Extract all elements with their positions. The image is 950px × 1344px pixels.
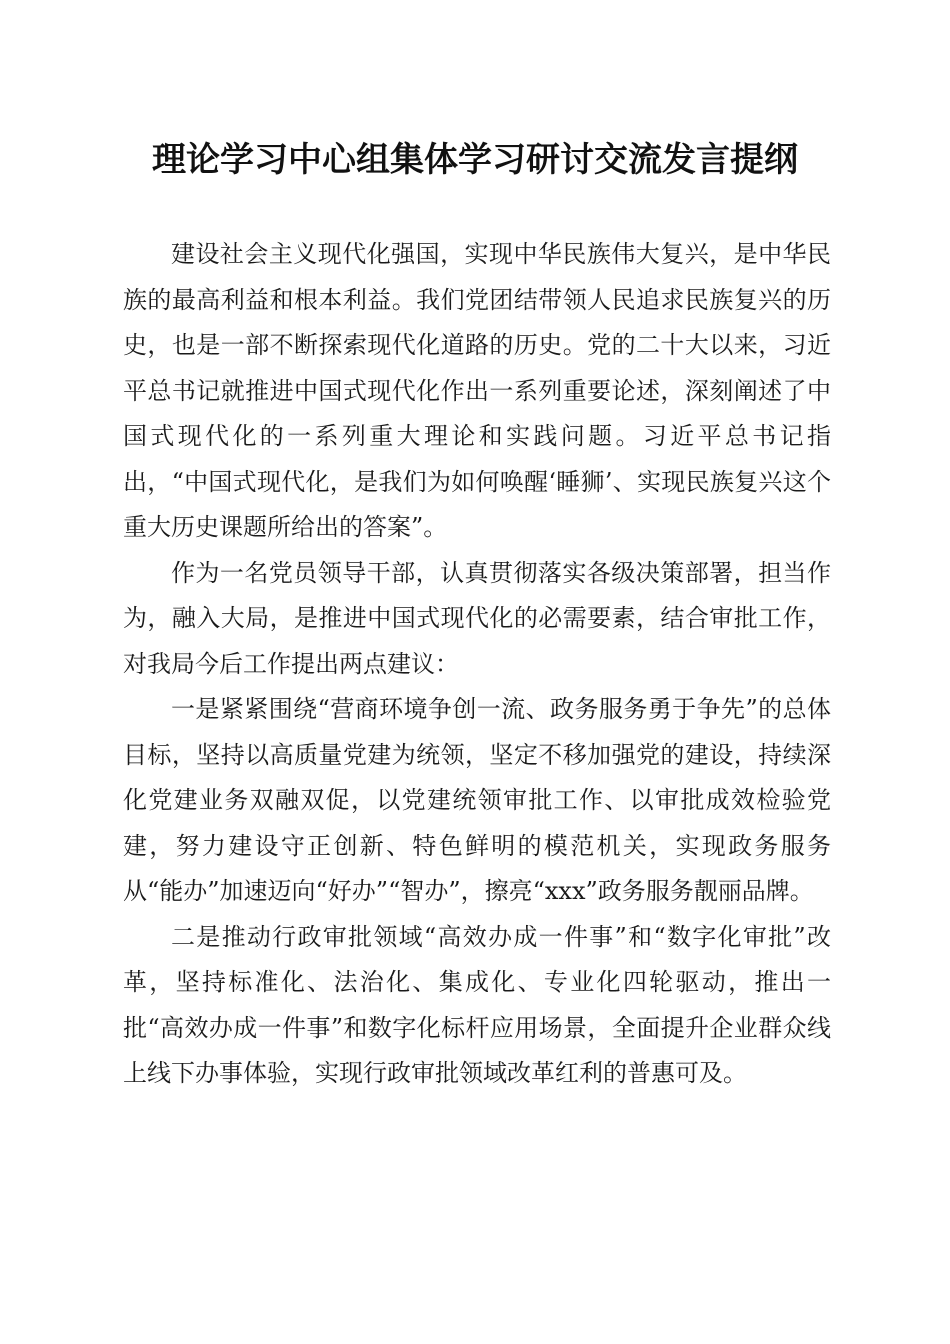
paragraph-role: 作为一名党员领导干部，认真贯彻落实各级决策部署，担当作为，融入大局，是推进中国式现代化的必需要素，结合审批工作，对我局今后工作提出两点建议： <box>123 558 831 678</box>
paragraph-suggestion-one: 一是紧紧围绕“营商环境争创一流、政务服务勇于争先”的总体目标，坚持以高质量党建为统领，坚定不移加强党的建设，持续深化党建业务双融双促，以党建统领审批工作、以审批成效检验党建，努力建设守正创新、特色鲜明的模范机关，实现政务服务从“能办”加速迈向“好办”“智办”，擦亮“xxx”政务服务靓丽品牌。 <box>123 695 831 905</box>
paragraph-suggestion-two: 二是推动行政审批领域“高效办成一件事”和“数字化审批”改革，坚持标准化、法治化、集成化、专业化四轮驱动，推出一批“高效办成一件事”和数字化标杆应用场景，全面提升企业群众线上线下办事体验，实现行政审批领域改革红利的普惠可及。 <box>123 922 831 1087</box>
paragraph-intro: 建设社会主义现代化强国，实现中华民族伟大复兴，是中华民族的最高利益和根本利益。我们党团结带领人民追求民族复兴的历史，也是一部不断探索现代化道路的历史。党的二十大以来，习近平总书记就推进中国式现代化作出一系列重要论述，深刻阐述了中国式现代化的一系列重大理论和实践问题。习近平总书记指出，“中国式现代化，是我们为如何唤醒‘睡狮’、实现民族复兴这个重大历史课题所给出的答案”。 <box>123 240 831 541</box>
document-body <box>123 232 831 1097</box>
document-title: 理论学习中心组集体学习研讨交流发言提纲 <box>152 140 798 180</box>
